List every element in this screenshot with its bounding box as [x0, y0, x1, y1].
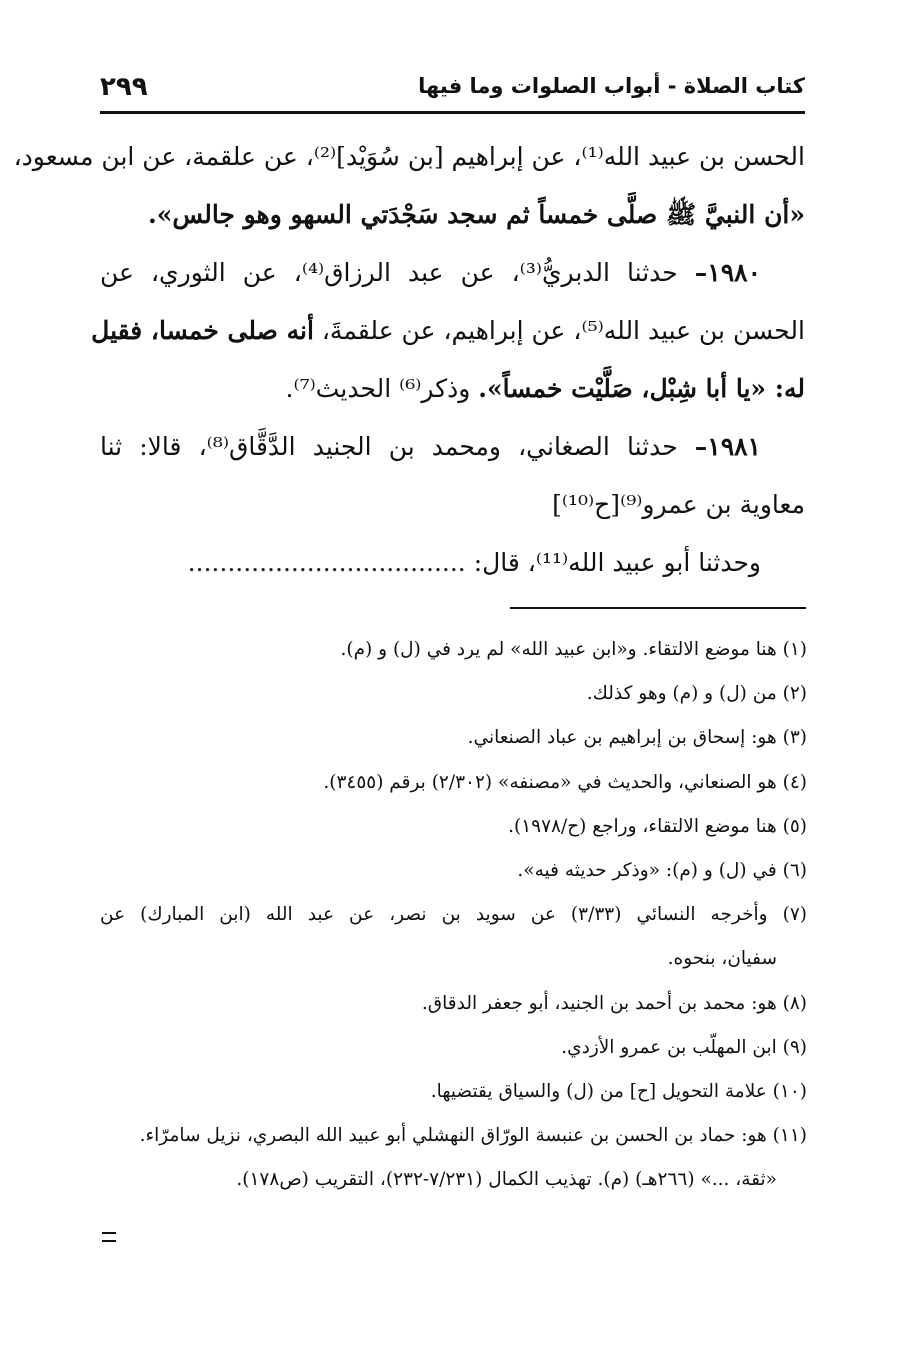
chapter-title: كتاب الصلاة - أبواب الصلوات وما فيها: [418, 74, 805, 98]
hadith-text-line: «أن النبيَّ ﷺ صلَّى خمساً ثم سجد سَجْدَتي السهو وهو جالس».: [148, 200, 805, 229]
ellipsis-dots: ...................................: [187, 548, 466, 577]
footnote-11: (١١) هو: حماد بن الحسن بن عنبسة الورّاق النهشلي أبو عبيد الله البصري، نزيل سامرّاء.: [139, 1125, 807, 1147]
footnote-11-continued: «ثقة، ...» (٢٦٦هـ) (م). تهذيب الكمال (٧/٢٣١-٢٣٢)، التقريب (ص١٧٨).: [236, 1169, 777, 1191]
running-header: [100, 70, 805, 110]
footnote-separator: [510, 607, 806, 609]
hadith-1980-line: ١٩٨٠– حدثنا الدبريُّ⁽³⁾، عن عبد الرزاق⁽⁴⁾، عن الثوري، عن: [100, 258, 761, 287]
text-line: له: «يا أبا شِبْل، صَلَّيْت خمساً». وذكر⁽⁶⁾ الحديث⁽⁷⁾.: [285, 374, 805, 403]
footnote-9: (٩) ابن المهلّب بن عمرو الأزدي.: [561, 1036, 807, 1058]
footnote-2: (٢) من (ل) و (م) وهو كذلك.: [586, 683, 807, 705]
text-line: وحدثنا أبو عبيد الله⁽¹¹⁾، قال: ...................................: [187, 548, 761, 577]
footnote-7-continued: سفيان، بنحوه.: [667, 948, 777, 970]
footnote-10: (١٠) علامة التحويل [ح] من (ل) والسياق يقتضيها.: [430, 1080, 807, 1102]
footnote-4: (٤) هو الصنعاني، والحديث في «مصنفه» (٢/٣٠٢) برقم (٣٤٥٥).: [323, 771, 807, 793]
footnote-8: (٨) هو: محمد بن أحمد بن الجنيد، أبو جعفر الدقاق.: [421, 992, 807, 1014]
page-number: ٢٩٩: [100, 72, 148, 102]
text-line: الحسن بن عبيد الله⁽⁵⁾، عن إبراهيم، عن علقمةَ، أنه صلى خمسا، فقيل: [91, 316, 805, 345]
hadith-number: ١٩٨٠–: [694, 258, 761, 287]
hadith-1981-line: ١٩٨١– حدثنا الصغاني، ومحمد بن الجنيد الدَّقَّاق⁽⁸⁾، قالا: ثنا: [100, 432, 761, 461]
hadith-number: ١٩٨١–: [694, 432, 761, 461]
text-line: الحسن بن عبيد الله⁽¹⁾، عن إبراهيم [بن سُوَيْد]⁽²⁾، عن علقمة، عن ابن مسعود،: [13, 142, 805, 171]
main-text: [13, 128, 805, 592]
footnote-3: (٣) هو: إسحاق بن إبراهيم بن عباد الصنعاني.: [467, 727, 807, 749]
page-end-mark: [102, 1232, 116, 1242]
footnote-7: (٧) وأخرجه النسائي (٣/٣٣) عن سويد بن نصر، عن عبد الله (ابن المبارك) عن: [100, 904, 807, 926]
footnotes: [100, 628, 807, 1202]
text-line: معاوية بن عمرو⁽⁹⁾[ح⁽¹⁰⁾]: [552, 490, 805, 519]
footnote-6: (٦) في (ل) و (م): «وذكر حديثه فيه».: [517, 859, 807, 881]
footnote-5: (٥) هنا موضع الالتقاء، وراجع (ح/١٩٧٨).: [508, 815, 807, 837]
footnote-1: (١) هنا موضع الالتقاء. و«ابن عبيد الله» لم يرد في (ل) و (م).: [340, 639, 807, 660]
header-rule: [100, 111, 805, 114]
